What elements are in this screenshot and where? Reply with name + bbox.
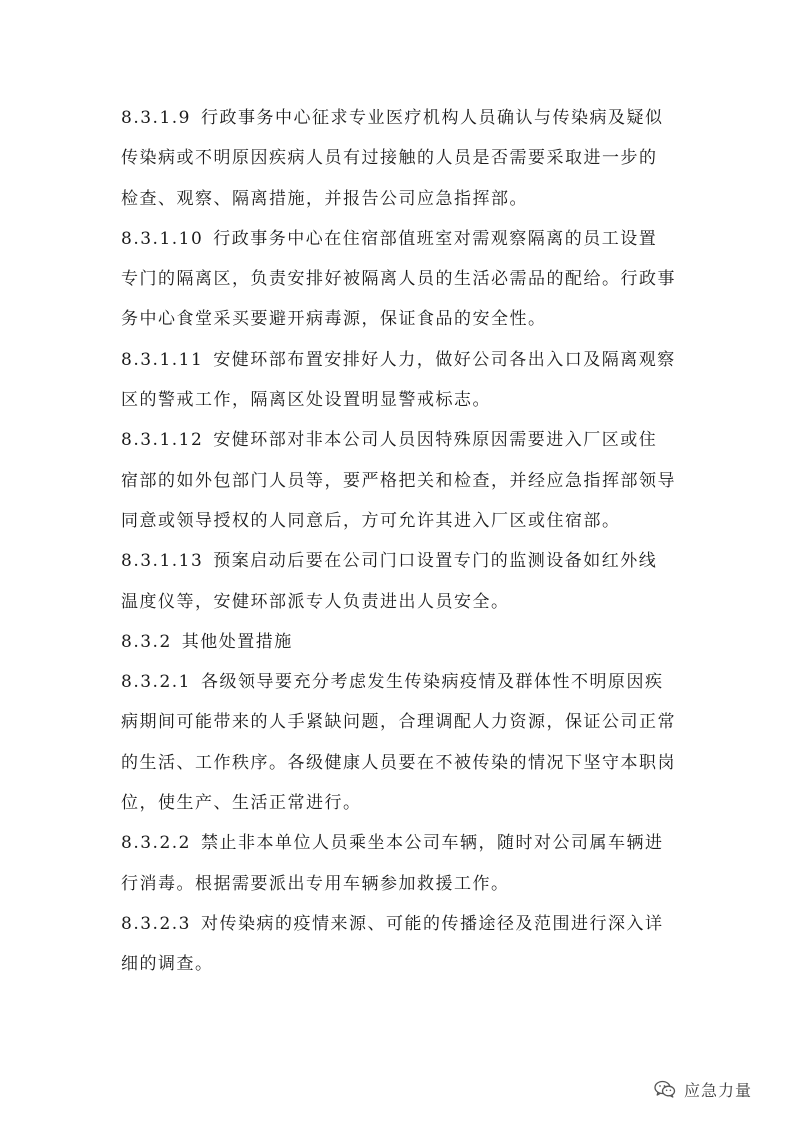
section-paragraph (121, 340, 681, 421)
line-text: 温度仪等，安健环部派专人负责进出人员安全。 (121, 591, 510, 612)
wechat-icon (654, 1080, 676, 1098)
paragraph-line (121, 179, 681, 219)
section-number: 8.3.2.3 (121, 913, 191, 934)
line-text: 的生活、工作秩序。各级健康人员要在不被传染的情况下坚守本职岗 (121, 752, 676, 773)
section-number: 8.3.2.2 (121, 833, 191, 854)
line-text: 行政事务中心在住宿部值班室对需观察隔离的员工设置 (213, 228, 658, 249)
section-number: 8.3.2 (121, 631, 172, 652)
brand-name: 应急力量 (684, 1080, 753, 1100)
line-text: 检查、观察、隔离措施，并报告公司应急指挥部。 (121, 188, 528, 209)
paragraph-line (121, 259, 681, 299)
section-paragraph (121, 622, 681, 662)
line-text: 安健环部布置安排好人力，做好公司各出入口及隔离观察 (213, 349, 676, 370)
section-number: 8.3.1.9 (121, 108, 191, 128)
line-text: 传染病或不明原因疾病人员有过接触的人员是否需要采取进一步的 (121, 148, 658, 169)
paragraph-line (121, 138, 681, 178)
line-text: 行消毒。根据需要派出专用车辆参加救援工作。 (121, 873, 510, 894)
paragraph-line (121, 340, 681, 380)
line-text: 区的警戒工作，隔离区处设置明显警戒标志。 (121, 390, 491, 411)
line-text: 其他处置措施 (181, 631, 293, 652)
section-paragraph (121, 823, 681, 904)
line-text: 各级领导要充分考虑发生传染病疫情及群体性不明原因疾 (200, 672, 664, 693)
paragraph-line (121, 783, 681, 823)
paragraph-line (121, 904, 681, 944)
section-paragraph (121, 420, 681, 541)
line-text: 安健环部对非本公司人员因特殊原因需要进入厂区或住 (213, 430, 658, 451)
paragraph-line (121, 743, 681, 783)
line-text: 病期间可能带来的人手紧缺问题，合理调配人力资源，保证公司正常 (121, 712, 676, 733)
document-body (121, 98, 681, 985)
paragraph-line (121, 944, 681, 984)
paragraph-line (121, 823, 681, 863)
paragraph-line (121, 702, 681, 742)
paragraph-line (121, 461, 681, 501)
line-text: 细的调查。 (121, 954, 214, 975)
section-paragraph (121, 541, 681, 622)
line-text: 位，使生产、生活正常进行。 (121, 793, 362, 814)
paragraph-line (121, 864, 681, 904)
paragraph-line (121, 541, 681, 581)
line-text: 务中心食堂采买要避开病毒源，保证食品的安全性。 (121, 309, 547, 330)
line-text: 预案启动后要在公司门口设置专门的监测设备如红外线 (213, 551, 658, 572)
section-number: 8.3.1.12 (121, 430, 204, 451)
section-paragraph (121, 904, 681, 985)
paragraph-line (121, 380, 681, 420)
line-text: 禁止非本单位人员乘坐本公司车辆，随时对公司属车辆进 (200, 833, 664, 854)
paragraph-line (121, 219, 681, 259)
line-text: 对传染病的疫情来源、可能的传播途径及范围进行深入详 (200, 913, 664, 934)
section-number: 8.3.1.13 (121, 551, 204, 572)
line-text: 行政事务中心征求专业医疗机构人员确认与传染病及疑似 (200, 108, 664, 128)
section-paragraph (121, 98, 681, 219)
paragraph-line (121, 501, 681, 541)
section-number: 8.3.1.10 (121, 228, 204, 249)
paragraph-line (121, 98, 681, 138)
paragraph-line (121, 420, 681, 460)
section-number: 8.3.1.11 (121, 349, 204, 370)
paragraph-line (121, 299, 681, 339)
line-text: 宿部的如外包部门人员等，要严格把关和检查，并经应急指挥部领导 (121, 470, 676, 491)
line-text: 同意或领导授权的人同意后，方可允许其进入厂区或住宿部。 (121, 510, 621, 531)
section-number: 8.3.2.1 (121, 672, 191, 693)
section-paragraph (121, 662, 681, 823)
paragraph-line (121, 662, 681, 702)
section-paragraph (121, 219, 681, 340)
paragraph-line (121, 582, 681, 622)
watermark (654, 1077, 752, 1101)
line-text: 专门的隔离区，负责安排好被隔离人员的生活必需品的配给。行政事 (121, 269, 676, 290)
paragraph-line (121, 622, 681, 662)
